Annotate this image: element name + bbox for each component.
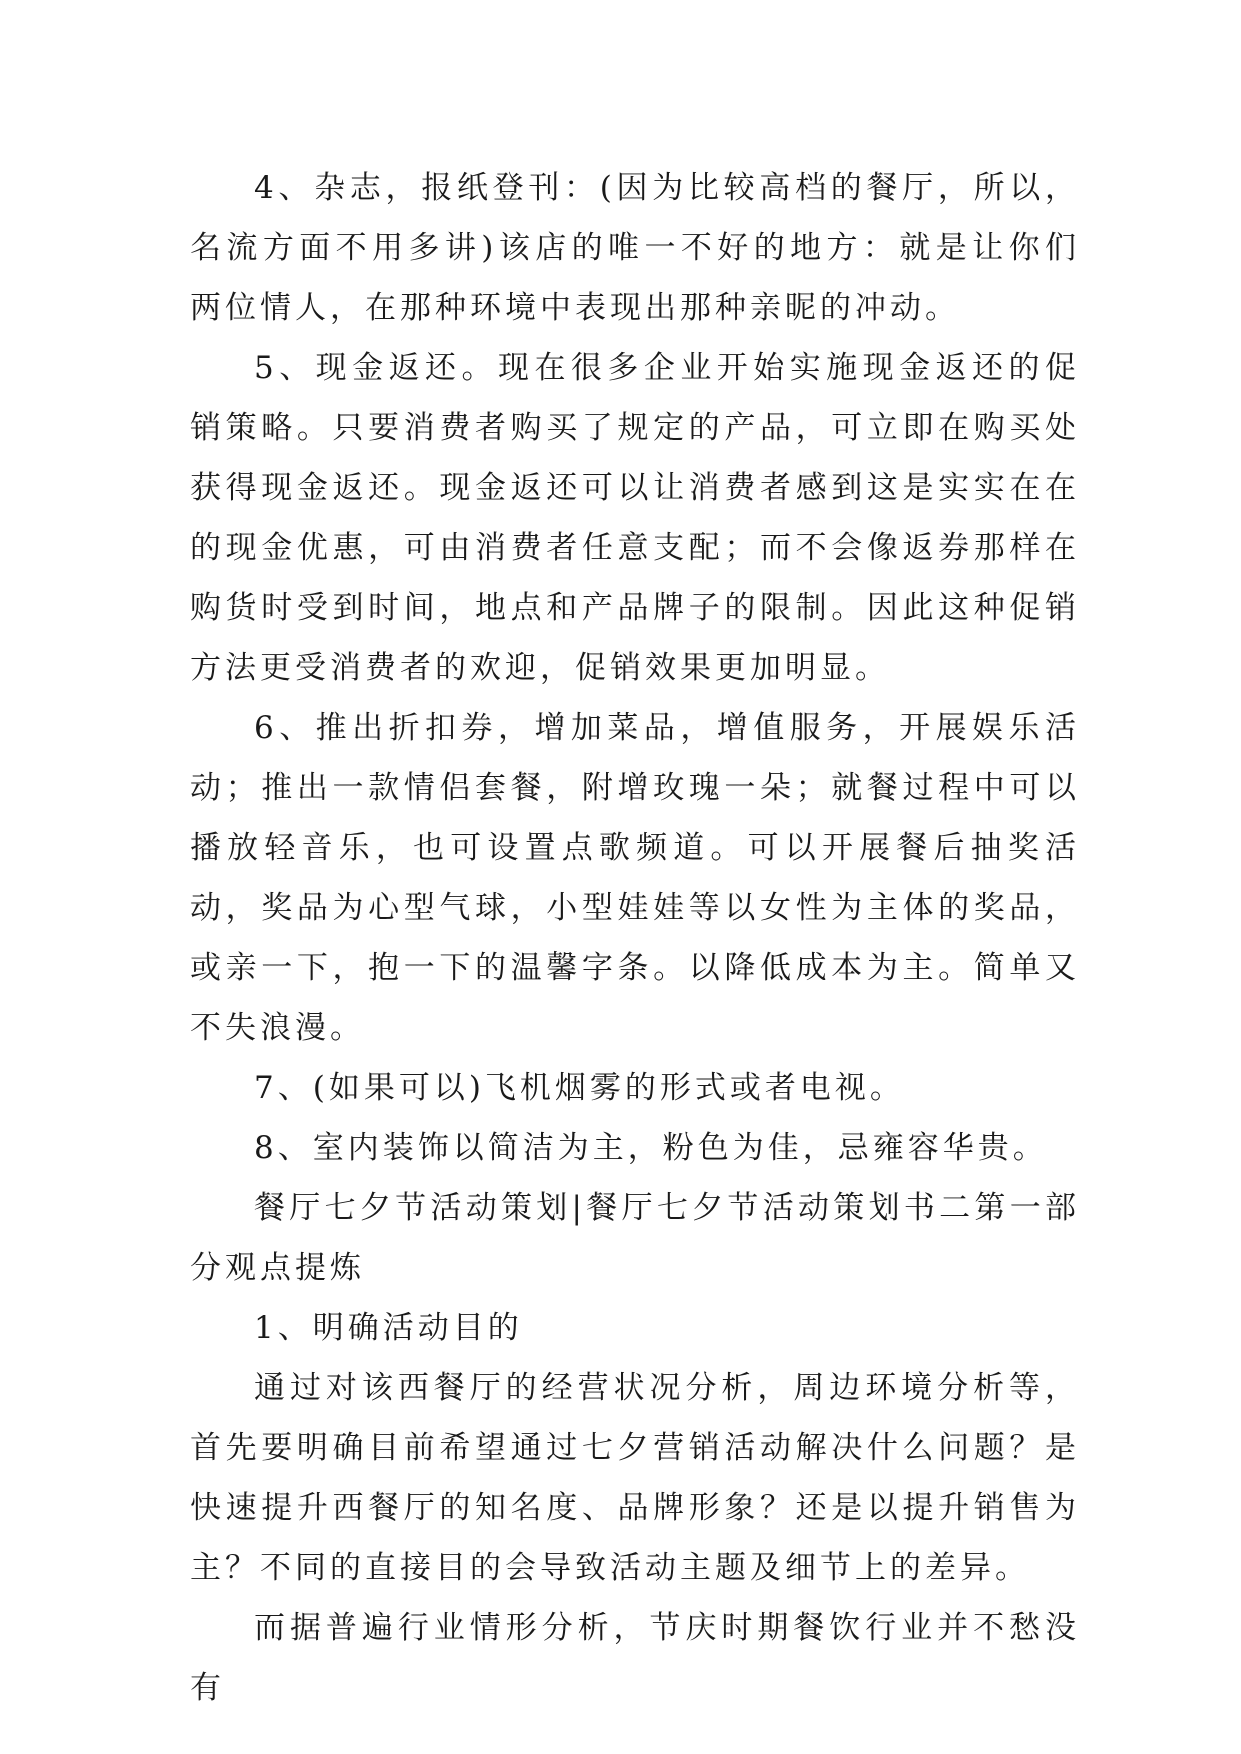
section-heading-part-one: 餐厅七夕节活动策划|餐厅七夕节活动策划书二第一部分观点提炼	[190, 1190, 1080, 1286]
paragraph-item-8-interior-decoration: 8、室内装饰以简洁为主，粉色为佳，忌雍容华贵。	[254, 1130, 1048, 1166]
subheading-clarify-goal: 1、明确活动目的	[254, 1310, 523, 1346]
paragraph-item-4-magazine-newspaper: 4、杂志，报纸登刊：(因为比较高档的餐厅，所以，名流方面不用多讲)该店的唯一不好的地方：就是让你们两位情人，在那种环境中表现出那种亲昵的冲动。	[190, 170, 1080, 326]
document-body	[190, 158, 1080, 1718]
paragraph-item-6-coupons-activities: 6、推出折扣券，增加菜品，增值服务，开展娱乐活动；推出一款情侣套餐，附增玫瑰一朵；就餐过程中可以播放轻音乐，也可设置点歌频道。可以开展餐后抽奖活动，奖品为心型气球，小型娃娃等以女性为主体的奖品，或亲一下，抱一下的温馨字条。以降低成本为主。简单又不失浪漫。	[190, 710, 1080, 1046]
paragraph-industry-analysis: 而据普遍行业情形分析，节庆时期餐饮行业并不愁没有	[190, 1610, 1080, 1706]
paragraph-goal-analysis: 通过对该西餐厅的经营状况分析，周边环境分析等，首先要明确目前希望通过七夕营销活动解决什么问题？是快速提升西餐厅的知名度、品牌形象？还是以提升销售为主？不同的直接目的会导致活动主题及细节上的差异。	[190, 1370, 1080, 1586]
paragraph-item-7-airplane-smoke: 7、(如果可以)飞机烟雾的形式或者电视。	[254, 1070, 905, 1106]
paragraph-item-5-cash-rebate: 5、现金返还。现在很多企业开始实施现金返还的促销策略。只要消费者购买了规定的产品，可立即在购买处获得现金返还。现金返还可以让消费者感到这是实实在在的现金优惠，可由消费者任意支配；而不会像返券那样在购货时受到时间，地点和产品牌子的限制。因此这种促销方法更受消费者的欢迎，促销效果更加明显。	[190, 350, 1080, 686]
